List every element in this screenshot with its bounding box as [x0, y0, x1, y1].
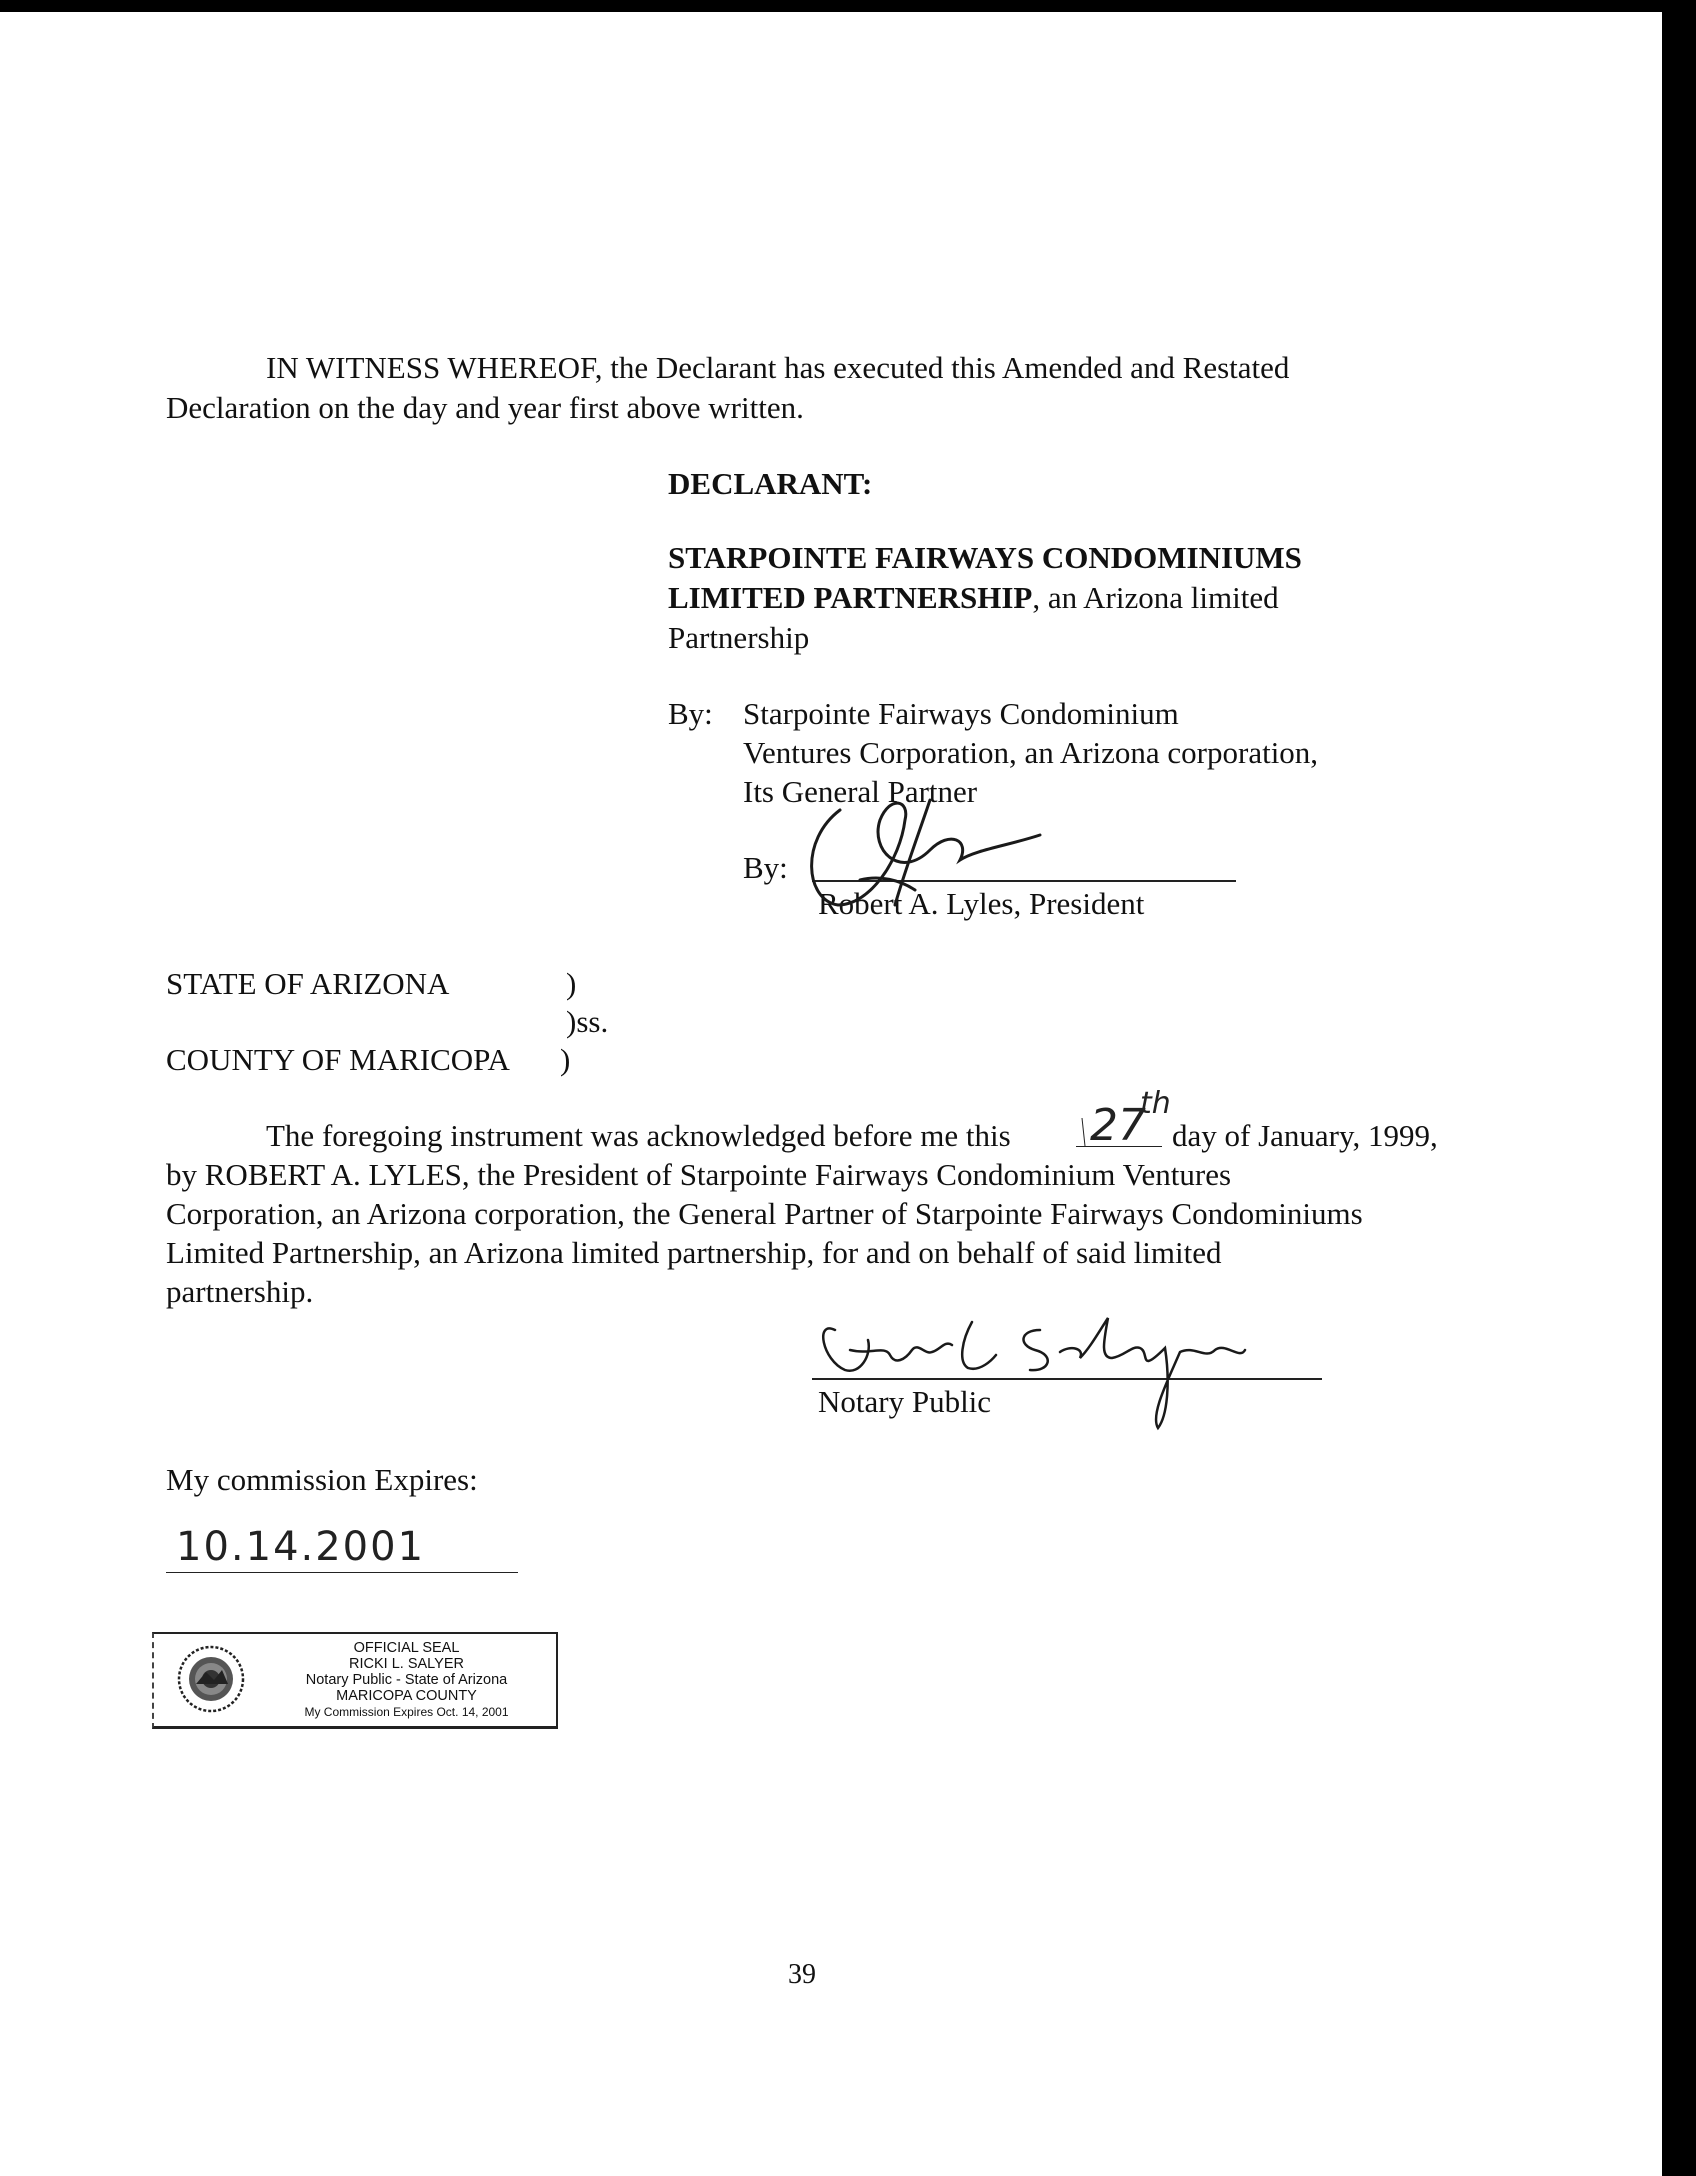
venue-ss: )ss. [566, 1004, 609, 1039]
commission-date-handwritten: 10.14.2001 [176, 1524, 426, 1570]
declarant-heading: DECLARANT: [668, 466, 873, 501]
ack-day-suffix-handwritten: th [1140, 1086, 1171, 1121]
page-number: 39 [788, 1959, 816, 1990]
partner-line-1: Starpointe Fairways Condominium [743, 696, 1179, 731]
ack-line-1-start: The foregoing instrument was acknowledged before me this [266, 1118, 1011, 1153]
partner-line-2: Ventures Corporation, an Arizona corporation, [743, 735, 1319, 770]
president-signature [812, 800, 1040, 905]
signer-name: Robert A. Lyles, President [818, 886, 1145, 921]
ack-line-3: Corporation, an Arizona corporation, the General Partner of Starpointe Fairways Condominiums [166, 1196, 1363, 1231]
notary-label: Notary Public [818, 1384, 992, 1419]
entity-rest: , an Arizona limited [1032, 580, 1279, 615]
entity-bold: LIMITED PARTNERSHIP [668, 580, 1033, 615]
partner-by-label: By: [668, 696, 713, 731]
seal-line-4: MARICOPA COUNTY [336, 1688, 477, 1704]
venue-county-paren: ) [560, 1042, 571, 1077]
venue-county: COUNTY OF MARICOPA [166, 1042, 510, 1077]
ack-blank-stroke [1082, 1118, 1085, 1146]
seal-line-5: My Commission Expires Oct. 14, 2001 [304, 1705, 509, 1719]
ack-line-1-end: day of January, 1999, [1172, 1118, 1438, 1153]
declarant-entity-line-1: STARPOINTE FAIRWAYS CONDOMINIUMS [668, 540, 1302, 575]
ack-line-2: by ROBERT A. LYLES, the President of Starpointe Fairways Condominium Ventures [166, 1157, 1232, 1192]
partner-line-3: Its General Partner [743, 774, 978, 809]
notary-signature [823, 1318, 1245, 1428]
witness-line-2: Declaration on the day and year first above written. [166, 390, 804, 425]
seal-line-3: Notary Public - State of Arizona [305, 1672, 508, 1688]
ack-line-4: Limited Partnership, an Arizona limited partnership, for and on behalf of said limited [166, 1235, 1222, 1270]
venue-state-paren: ) [566, 966, 577, 1001]
signer-by-label: By: [743, 850, 788, 885]
ack-day-handwritten: 27 [1090, 1100, 1146, 1151]
declarant-entity-line-3: Partnership [668, 620, 810, 655]
seal-line-1: OFFICIAL SEAL [353, 1640, 460, 1656]
witness-line-1: IN WITNESS WHEREOF, the Declarant has executed this Amended and Restated [266, 350, 1290, 385]
ack-line-5: partnership. [166, 1274, 314, 1309]
venue-state: STATE OF ARIZONA [166, 966, 450, 1001]
commission-label: My commission Expires: [166, 1462, 478, 1497]
seal-line-2: RICKI L. SALYER [349, 1656, 464, 1672]
